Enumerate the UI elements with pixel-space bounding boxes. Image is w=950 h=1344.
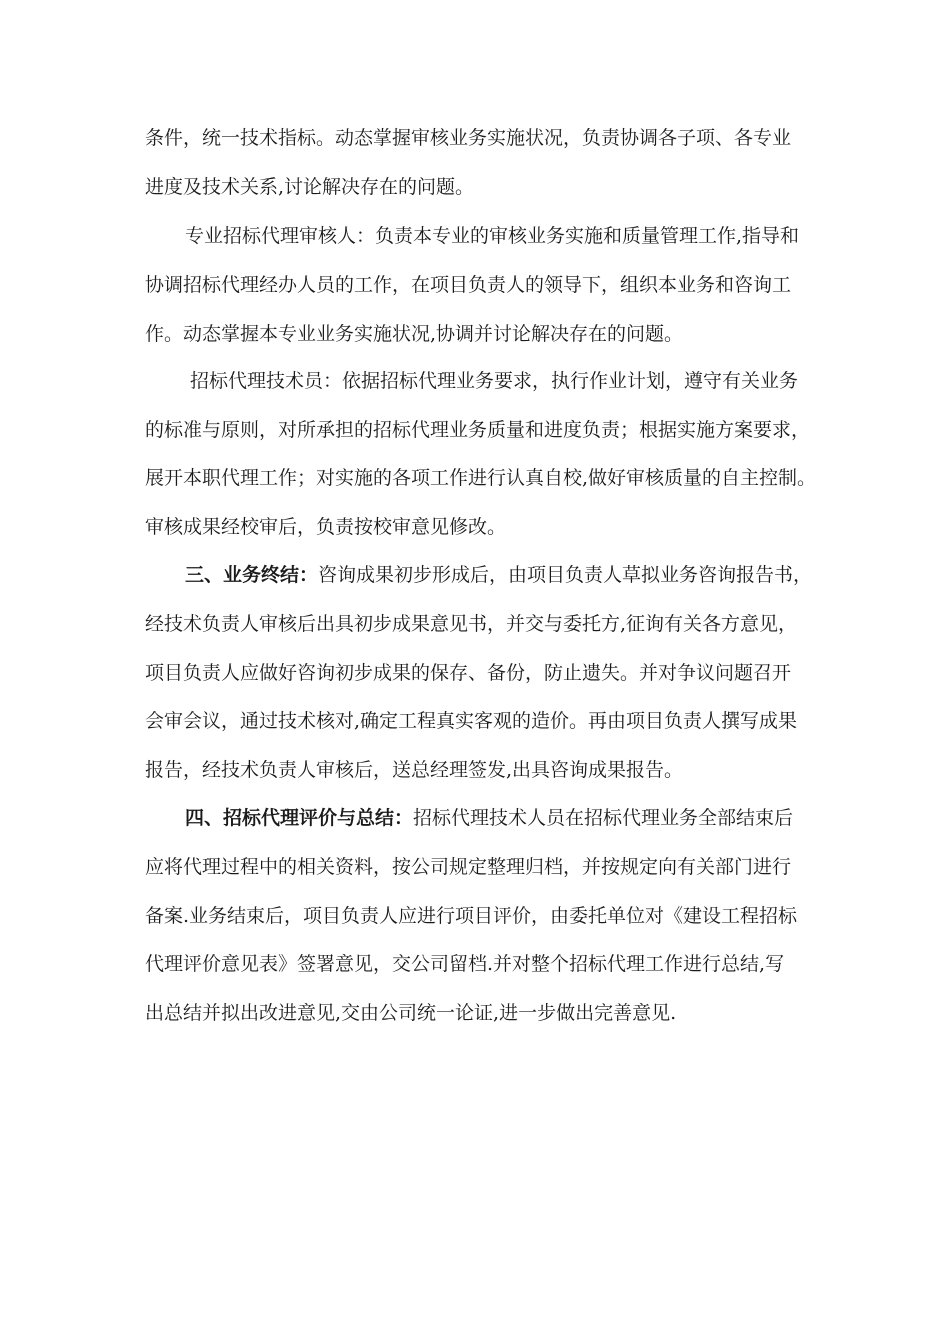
paragraph-5-line-3: 备案.业务结束后，项目负责人应进行项目评价，由委托单位对《建设工程招标	[145, 905, 798, 927]
paragraph-4-line-3: 项目负责人应做好咨询初步成果的保存、备份，防止遗失。并对争议问题召开	[145, 662, 792, 684]
paragraph-2-line-3: 作。动态掌握本专业业务实施状况,协调并讨论解决存在的问题。	[145, 323, 684, 345]
paragraph-3-line-2: 的标准与原则，对所承担的招标代理业务质量和进度负责；根据实施方案要求，	[145, 419, 811, 441]
paragraph-1-line-2: 进度及技术关系,讨论解决存在的问题。	[145, 176, 475, 198]
section-3-heading: 三、业务终结：	[185, 564, 319, 586]
paragraph-4-line-4: 会审会议，通过技术核对,确定工程真实客观的造价。再由项目负责人撰写成果	[145, 710, 798, 732]
paragraph-3-line-4: 审核成果经校审后，负责按校审意见修改。	[145, 516, 507, 538]
section-4-heading: 四、招标代理评价与总结：	[185, 807, 414, 829]
paragraph-5-line-4: 代理评价意见表》签署意见，交公司留档.并对整个招标代理工作进行总结,写	[145, 953, 785, 975]
paragraph-4-line-1	[185, 563, 812, 587]
paragraph-3-line-3: 展开本职代理工作；对实施的各项工作进行认真自校,做好审核质量的自主控制。	[145, 467, 817, 489]
paragraph-3-line-1: 招标代理技术员：依据招标代理业务要求，执行作业计划，遵守有关业务	[190, 370, 799, 392]
paragraph-5-line-1-text: 招标代理技术人员在招标代理业务全部结束后	[413, 807, 794, 829]
paragraph-1-line-1: 条件，统一技术指标。动态掌握审核业务实施状况，负责协调各子项、各专业	[145, 127, 792, 149]
paragraph-2-line-1: 专业招标代理审核人：负责本专业的审核业务实施和质量管理工作,指导和	[185, 225, 800, 247]
paragraph-4-line-5: 报告，经技术负责人审核后，送总经理签发,出具咨询成果报告。	[145, 759, 684, 781]
paragraph-2-line-2: 协调招标代理经办人员的工作，在项目负责人的领导下，组织本业务和咨询工	[145, 274, 792, 296]
paragraph-5-line-5: 出总结并拟出改进意见,交由公司统一论证,进一步做出完善意见.	[145, 1002, 677, 1024]
paragraph-5-line-2: 应将代理过程中的相关资料，按公司规定整理归档，并按规定向有关部门进行	[145, 856, 792, 878]
paragraph-5-line-1	[185, 806, 793, 830]
paragraph-4-line-2: 经技术负责人审核后出具初步成果意见书，并交与委托方,征询有关各方意见，	[145, 613, 798, 635]
paragraph-4-line-1-text: 咨询成果初步形成后，由项目负责人草拟业务咨询报告书，	[318, 564, 813, 586]
